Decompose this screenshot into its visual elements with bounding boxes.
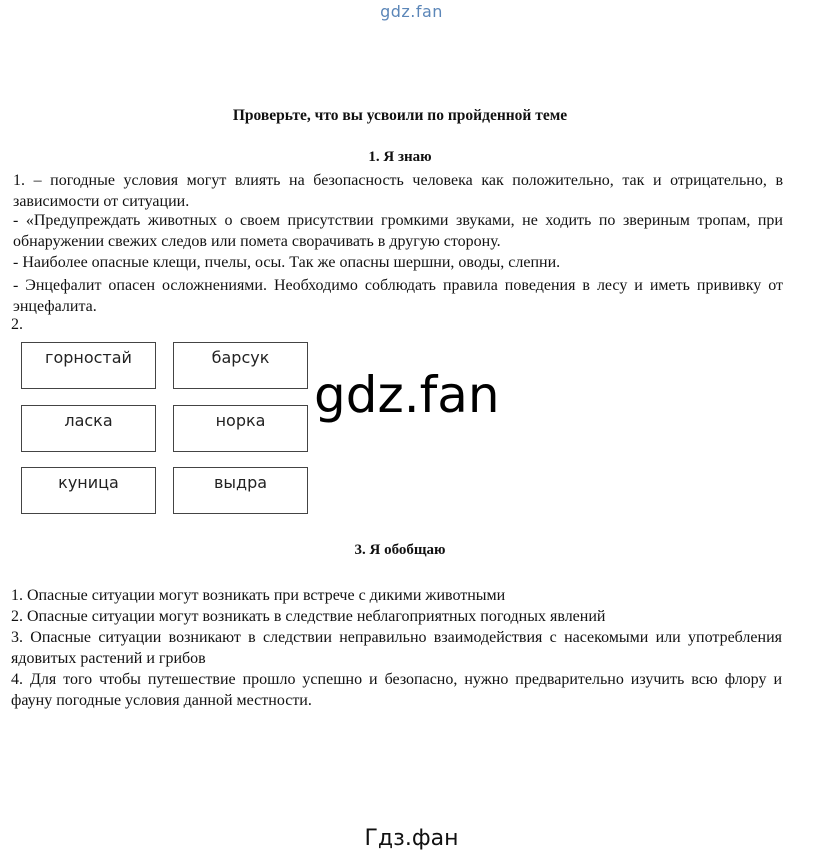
animal-box	[173, 405, 308, 452]
section-1-paragraph: - Энцефалит опасен осложнениями. Необходимо соблюдать правила поведения в лесу и иметь прививку от энцефалита.	[13, 277, 783, 315]
section-1-paragraph: 1. – погодные условия могут влиять на безопасность человека как положительно, так и отрицательно, в зависимости от ситуации.	[13, 172, 783, 210]
section-1-paragraph: - Наиболее опасные клещи, пчелы, осы. Так же опасны шершни, оводы, слепни.	[13, 254, 561, 271]
animal-box	[173, 467, 308, 514]
section-3-title: 3. Я обобщаю	[354, 542, 446, 558]
list-item: 3. Опасные ситуации возникают в следствии неправильно взаимодействия с насекомыми или употребления ядовитых растений и грибов	[11, 629, 782, 667]
animal-label: барсук	[211, 348, 270, 367]
page-heading: Проверьте, что вы усвоили по пройденной теме	[232, 107, 568, 124]
list-item: 4. Для того чтобы путешествие прошло успешно и безопасно, нужно предварительно изучить всю флору и фауну погодные условия данной местности.	[11, 671, 782, 709]
animal-label: куница	[58, 473, 119, 492]
list-item: 1. Опасные ситуации могут возникать при встрече с дикими животными	[11, 587, 506, 604]
animal-box	[173, 342, 308, 389]
watermark-top: gdz.fan	[380, 2, 443, 21]
animal-box	[21, 467, 156, 514]
section-3-list	[11, 585, 782, 711]
watermark-center: gdz.fan	[314, 366, 500, 424]
animal-box	[21, 342, 156, 389]
animal-label: выдра	[213, 473, 268, 492]
animal-label: ласка	[64, 411, 113, 430]
section-2-number: 2.	[11, 316, 23, 333]
watermark-bottom: Гдз.фан	[364, 826, 459, 851]
animal-label: горностай	[45, 348, 132, 367]
animal-box	[21, 405, 156, 452]
animal-label: норка	[215, 411, 266, 430]
section-1-title: 1. Я знаю	[368, 149, 432, 165]
section-1-paragraph: - «Предупреждать животных о своем присутствии громкими звуками, не ходить по звериным тропам, при обнаружении свежих следов или помета сворачивать в другую сторону.	[13, 212, 783, 250]
list-item: 2. Опасные ситуации могут возникать в следствие неблагоприятных погодных явлений	[11, 608, 606, 625]
